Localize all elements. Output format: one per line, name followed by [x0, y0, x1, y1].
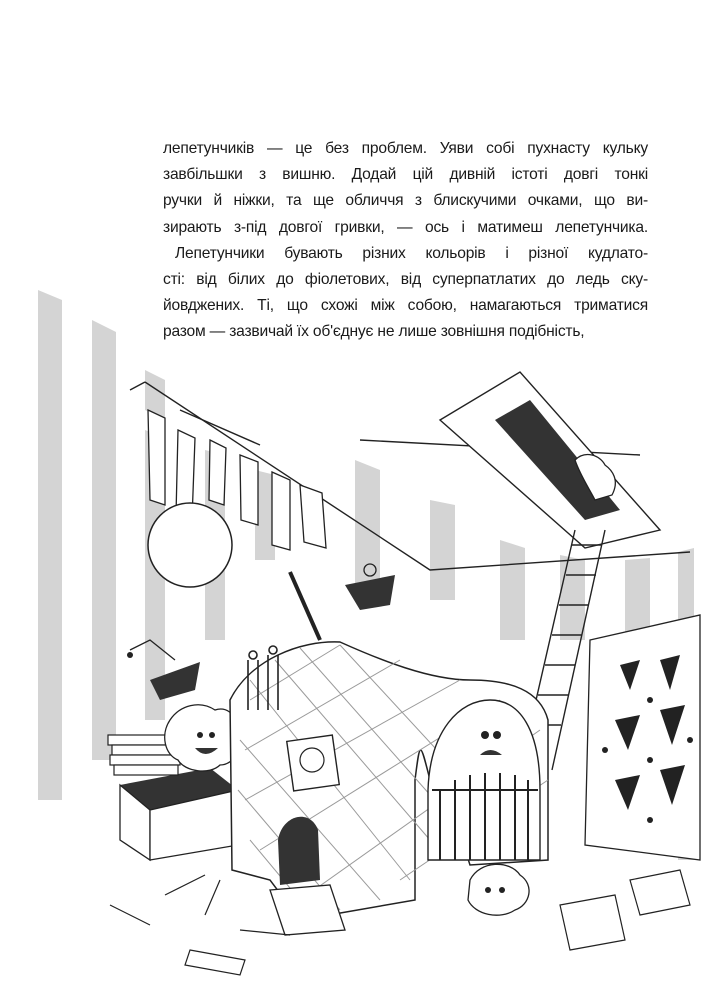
text-line: сті: від білих до фіолетових, від суперпатлатих до ледь ску- [163, 271, 648, 289]
picture-frame [287, 735, 340, 791]
text-line: лепетунчиків — це без проблем. Уяви собі пухнасту кульку [163, 140, 648, 157]
round-mirror [148, 503, 232, 587]
skylight-window [440, 372, 660, 548]
text-line: завбільшки з вишню. Додай цій дивній істоті довгі тонкі [163, 166, 648, 184]
text-line: зирають з-під довгої гривки, — ось і матимеш лепетунчика. [163, 218, 648, 236]
text-line: разом — зазвичай їх об'єднує не лише зовнішня подібність, [163, 323, 585, 341]
fluffy-creature-bottom [468, 864, 529, 915]
text-line: Лепетунчики бувають різних кольорів і різної кудлато- [175, 244, 648, 262]
pole [290, 572, 320, 640]
text-line: йовджених. Ті, що схожі між собою, намагаються триматися [163, 297, 648, 315]
text-line: ручки й ніжки, та ще обличчя з блискучими очками, що ви- [163, 192, 648, 210]
patterned-rug [585, 615, 700, 860]
